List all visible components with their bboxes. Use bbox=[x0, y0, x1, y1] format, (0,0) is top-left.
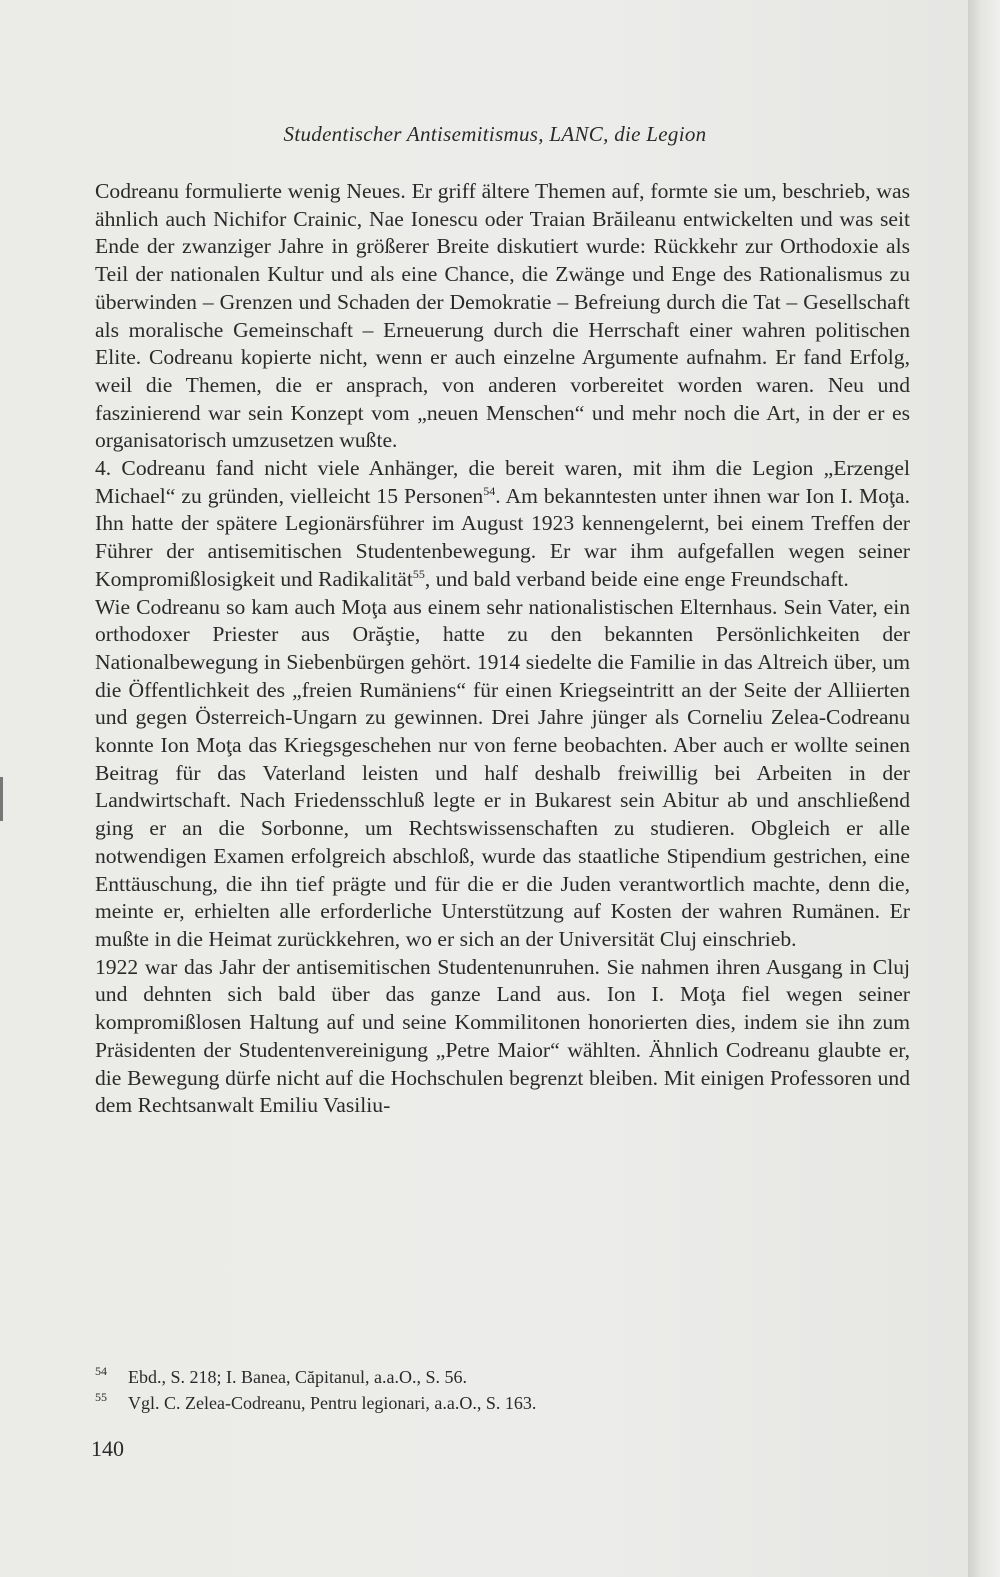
page-gutter-edge bbox=[968, 0, 1000, 1577]
footnote-54 bbox=[95, 1364, 910, 1390]
paragraph-1 bbox=[95, 178, 910, 455]
footnote-ref-54[interactable]: 54 bbox=[483, 483, 496, 498]
paragraph-text: . Am bekanntesten unter ihnen war Ion I. Moţa. Ihn hatte der spätere Legionärsführer im August 1923 kennengelernt, bei einem Treffen der Führer der antisemitischen Studentenbewegung. Er war ihm aufgefallen wegen seiner Kompromißlosigkeit und Radikalität bbox=[95, 483, 910, 591]
page-number: 140 bbox=[91, 1436, 124, 1461]
footnote-55 bbox=[95, 1390, 910, 1416]
footnote-number: 54 bbox=[95, 1364, 107, 1378]
footnote-number: 55 bbox=[95, 1390, 107, 1404]
footnote-ref-55[interactable]: 55 bbox=[412, 566, 425, 581]
running-head: Studentischer Antisemitismus, LANC, die Legion bbox=[283, 122, 707, 146]
paragraph-text: 4. Codreanu fand nicht viele Anhänger, die bereit waren, mit ihm die Legion „Erzengel Michael“ zu gründen, vielleicht 15 Personen bbox=[95, 456, 910, 508]
paragraph-text: Wie Codreanu so kam auch Moţa aus einem sehr nationalistischen Elternhaus. Sein Vater, ein orthodoxer Priester aus Orăştie, hatte zu den bekannten Persönlichkeiten der Nationalbewegung in Siebenbürgen gehört. 1914 siedelte die Familie in das Altreich über, um die Öffentlichkeit des „freien Rumäniens“ für einen Kriegseintritt an der Seite der Alliierten und gegen Österreich-Ungarn zu gewinnen. Drei Jahre jünger als Corneliu Zelea-Codreanu konnte Ion Moţa das Kriegsgeschehen nur von ferne beobachten. Aber auch er wollte seinen Beitrag für das Vaterland leisten und half deshalb freiwillig bei Arbeiten in der Landwirtschaft. Nach Friedensschluß legte er in Bukarest sein Abitur ab und anschließend ging er an die Sorbonne, um Rechtswissenschaften zu studieren. Obgleich er alle notwendigen Examen erfolgreich abschloß, wurde das staatliche Stipendium gestrichen, eine Enttäuschung, die ihn tief prägte und für die er die Juden verantwortlich machte, denn die, meinte er, erhielten alle erforderliche Unterstützung auf Kosten der wahren Rumänen. Er mußte in die Heimat zurückkehren, wo er sich an der Universität Cluj einschrieb. bbox=[95, 594, 910, 951]
footnotes bbox=[95, 1364, 910, 1416]
paragraph-text: Codreanu formulierte wenig Neues. Er griff ältere Themen auf, formte sie um, beschrieb, was ähnlich auch Nichifor Crainic, Nae Ionescu oder Traian Brăileanu entwickelten und was seit Ende der zwanziger Jahre in größerer Breite diskutiert wurde: Rückkehr zur Orthodoxie als Teil der nationalen Kultur und als eine Chance, die Zwänge und Enge des Rationalismus zu überwinden – Grenzen und Schaden der Demokratie – Befreiung durch die Tat – Gesellschaft als moralische Gemeinschaft – Erneuerung durch die Herrschaft einer wahren politischen Elite. Codreanu kopierte nicht, wenn er auch einzelne Argumente aufnahm. Er fand Erfolg, weil die Themen, die er ansprach, von anderen vorbereitet worden waren. Neu und faszinierend war sein Konzept vom „neuen Menschen“ und mehr noch die Art, in der er es organisatorisch umzusetzen wußte. bbox=[95, 179, 910, 453]
paragraph-text: 1922 war das Jahr der antisemitischen Studentenunruhen. Sie nahmen ihren Ausgang in Cluj und dehnten sich bald über das ganze Land aus. Ion I. Moţa fiel wegen seiner kompromißlosen Haltung auf und seine Kommilitonen honorierten dies, indem sie ihn zum Präsidenten der Studentenvereinigung „Petre Maior“ wählten. Ähnlich Codreanu glaubte er, die Bewegung dürfe nicht auf die Hochschulen begrenzt bleiben. Mit einigen Professoren und dem Rechtsanwalt Emiliu Vasiliu- bbox=[95, 954, 910, 1118]
paragraph-4 bbox=[95, 954, 910, 1120]
paragraph-text: , und bald verband beide eine enge Freundschaft. bbox=[424, 566, 849, 591]
body-text bbox=[95, 178, 910, 1120]
scan-edge-mark bbox=[0, 777, 3, 821]
paragraph-2 bbox=[95, 455, 910, 594]
footnote-text: Vgl. C. Zelea-Codreanu, Pentru legionari, a.a.O., S. 163. bbox=[128, 1393, 537, 1413]
footnote-text: Ebd., S. 218; I. Banea, Căpitanul, a.a.O., S. 56. bbox=[128, 1367, 467, 1387]
paragraph-3 bbox=[95, 594, 910, 954]
